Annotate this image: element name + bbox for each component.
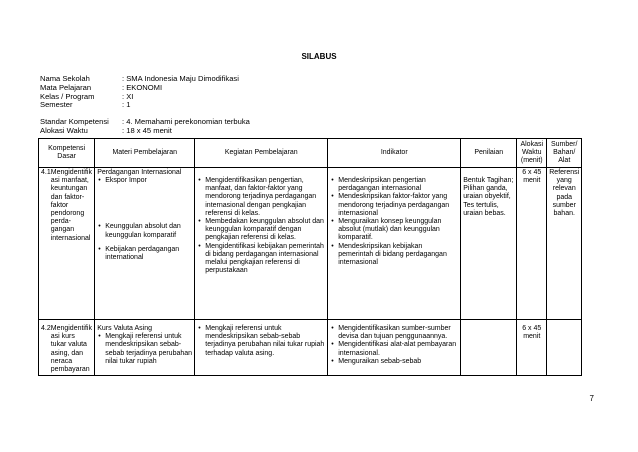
header-penilaian: Penilaian [461, 139, 517, 168]
kegiatan-cell [195, 168, 328, 320]
meta-value: : XI [122, 91, 134, 101]
page-number: 7 [589, 394, 594, 403]
list-item: • Keunggulan absolut dan keunggulan komparatif [97, 223, 192, 239]
alokasi-cell: 6 x 45 menit [517, 168, 547, 320]
penilaian-cell [461, 168, 517, 320]
penilaian-cell [461, 320, 517, 376]
competency-block [40, 118, 250, 136]
meta-key: Semester [40, 100, 73, 110]
sumber-cell [547, 320, 582, 376]
table-header-row [39, 139, 582, 168]
meta-key: Nama Sekolah [40, 74, 90, 83]
kd-text: Mengidentifik asi manfaat, keuntungan dan faktor- faktor pendorong perda-gangan internasional [50, 169, 92, 242]
header-kd: Kompetensi Dasar [39, 139, 95, 168]
header-kegiatan: Kegiatan Pembelajaran [195, 139, 328, 168]
kd-cell [39, 320, 95, 376]
materi-title: Perdagangan Internasional [97, 169, 182, 176]
list-item: • Mengidentifikasikan pengertian, manfaat, dan faktor-faktor yang mendorong terjadinya perdagangan internasional dengan pengkajian referensi di kelas. [197, 177, 325, 218]
materi-cell [95, 320, 195, 376]
alokasi-text: 6 x 45 menit [522, 325, 542, 341]
kd-cell [39, 168, 95, 320]
list-item: • Mengkaji referensi untuk mendeskripsikan sebab-sebab terjadinya perubahan nilai tukar rupiah [97, 333, 192, 366]
identity-block [40, 75, 239, 110]
indikator-cell [328, 168, 461, 320]
alokasi-cell [517, 320, 547, 376]
table-row [39, 168, 582, 320]
materi-title: Kurs Valuta Asing [97, 325, 152, 332]
kd-number: 4.1 [41, 169, 51, 176]
list-item: • Mengidentifikasikan sumber-sumber devisa dan tujuan penggunaannya. [330, 325, 458, 341]
table-row [39, 320, 582, 376]
page-title: SILABUS [301, 52, 337, 61]
list-item: • Menguraikan sebab-sebab [330, 358, 458, 366]
header-materi: Materi Pembelajaran [95, 139, 195, 168]
meta-value: : 1 [122, 100, 131, 110]
list-item: • Menguraikan konsep keunggulan absolut (mutlak) dan keunggulan komparatif. [330, 218, 458, 243]
list-item: • Mendeskripsikan pengertian perdagangan internasional [330, 177, 458, 193]
list-item: • Mendeskripsikan kebijakan pemerintah di bidang perdagangan internasional [330, 243, 458, 268]
list-item: • Membedakan keunggulan absolut dan keunggulan komparatif dengan pengkajian referensi di kelas. [197, 218, 325, 243]
meta-key: Standar Kompetensi [40, 117, 109, 126]
meta-value: : SMA Indonesia Maju Dimodifikasi [122, 74, 239, 83]
meta-key: Alokasi Waktu [40, 125, 88, 135]
list-item: • Ekspor Impor [97, 177, 192, 185]
list-item: • Mendeskripsikan faktor-faktor yang mendorong terjadinya perdagangan internasional [330, 193, 458, 218]
meta-value: : 4. Memahami perekonomian terbuka [122, 117, 250, 126]
meta-value: : 18 x 45 menit [122, 125, 172, 135]
penilaian-text: Bentuk Tagihan; Pilihan ganda, uraian obyektif, Tes tertulis, uraian bebas. [463, 177, 514, 217]
meta-key: Kelas / Program [40, 91, 95, 101]
list-item: • Mengidentifikasi kebijakan pemerintah di bidang perdagangan internasional melalui pengkajian referensi di perpustakaan [197, 243, 325, 276]
list-item: • Kebijakan perdagangan international [97, 246, 192, 262]
header-alokasi: Alokasi Waktu (menit) [517, 139, 547, 168]
syllabus-table [38, 138, 582, 376]
kd-text: Mengidentifik asi kurs tukar valuta asing, dan neraca pembayaran [50, 325, 92, 374]
kegiatan-cell [195, 320, 328, 376]
list-item: • Mengkaji referensi untuk mendeskripsikan sebab-sebab terjadinya perubahan nilai tukar rupiah terhadap valuta asing. [197, 325, 325, 358]
materi-cell [95, 168, 195, 320]
header-indikator: Indikator [328, 139, 461, 168]
kd-number: 4.2 [41, 325, 51, 332]
meta-key: Mata Pelajaran [40, 82, 92, 92]
indikator-cell [328, 320, 461, 376]
meta-value: : EKONOMI [122, 82, 163, 92]
header-sumber: Sumber/ Bahan/ Alat [547, 139, 582, 168]
list-item: • Mengidentifikasi alat-alat pembayaran internasional. [330, 341, 458, 357]
sumber-cell: Referensi yang relevan pada sumber bahan. [547, 168, 582, 320]
